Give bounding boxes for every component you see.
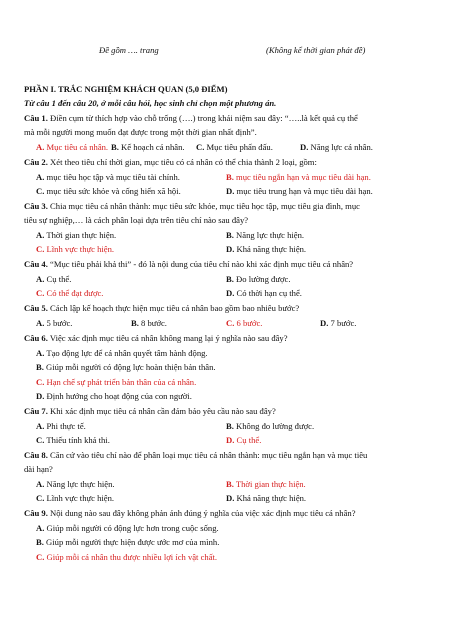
question-8: Câu 8. Căn cứ vào tiêu chí nào để phân loại mục tiêu cá nhân thành: mục tiêu ngắn hạn và mục tiêu [24, 450, 368, 460]
question-9: Câu 9. Nội dung nào sau đây không phản ánh đúng ý nghĩa của việc xác định mục tiêu cá nhân? [24, 508, 356, 518]
option-1b: B. Kế hoạch cá nhân. [111, 142, 185, 152]
time-note: (Không kể thời gian phát đề) [266, 45, 366, 55]
question-number: Câu 1. [24, 113, 48, 123]
question-5: Câu 5. Cách lập kế hoạch thực hiện mục tiêu cá nhân bao gồm bao nhiêu bước? [24, 303, 300, 313]
option-4d: D. Có thời hạn cụ thể. [226, 288, 302, 298]
option-9c: C. Giúp mỗi cá nhân thu được nhiều lợi ích vật chất. [36, 552, 218, 562]
question-8-cont: dài hạn? [24, 464, 53, 474]
section-instruction: Từ câu 1 đến câu 20, ở mỗi câu hỏi, học sinh chỉ chọn một phương án. [24, 98, 277, 108]
question-1-cont: mà mỗi người mong muốn đạt được trong một thời gian nhất định”. [24, 127, 257, 137]
option-7b: B. Không đo lường được. [226, 421, 315, 431]
option-7a: A. Phi thực tế. [36, 421, 86, 431]
option-9a: A. Giúp mỗi người có động lực hơn trong cuộc sống. [36, 523, 219, 533]
option-6a: A. Tạo động lực để cá nhân quyết tâm hành động. [36, 348, 208, 358]
page-count-note: Đề gồm …. trang [99, 45, 159, 55]
option-5d: D. 7 bước. [320, 318, 357, 328]
option-7c: C. Thiếu tính khả thi. [36, 435, 110, 445]
question-7: Câu 7. Khi xác định mục tiêu cá nhân cần đảm bảo yêu cầu nào sau đây? [24, 406, 276, 416]
option-2a: A. mục tiêu học tập và mục tiêu tài chính. [36, 172, 180, 182]
section-title: PHẦN I. TRẮC NGHIỆM KHÁCH QUAN (5,0 ĐIỂM) [24, 84, 228, 94]
question-3: Câu 3. Chia mục tiêu cá nhân thành: mục tiêu sức khỏe, mục tiêu học tập, mục tiêu gia đình, mục [24, 201, 360, 211]
question-4: Câu 4. “Mục tiêu phải khả thi” - đó là nội dung của tiêu chí nào khi xác định mục tiêu cá nhân? [24, 259, 354, 269]
question-2: Câu 2. Xét theo tiêu chí thời gian, mục tiêu có cá nhân có thể chia thành 2 loại, gồm: [24, 157, 317, 167]
option-2b: B. mục tiêu ngắn hạn và mục tiêu dài hạn. [226, 172, 371, 182]
option-9b: B. Giúp mỗi người thực hiện được ước mơ của mình. [36, 537, 220, 547]
option-8d: D. Khả năng thực hiện. [226, 493, 307, 503]
option-3c: C. Lĩnh vực thực hiện. [36, 244, 115, 254]
option-1a: A. Mục tiêu cá nhân. [36, 142, 109, 152]
question-3-cont: tiêu sự nghiệp,… là cách phân loại dựa trên tiêu chí nào sau đây? [24, 215, 249, 225]
option-2d: D. mục tiêu trung hạn và mục tiêu dài hạn. [226, 186, 373, 196]
question-1 [24, 113, 358, 124]
option-1c: C. Mục tiêu phấn đấu. [196, 142, 273, 152]
question-text: Điền cụm từ thích hợp vào chỗ trống (….) trong khái niệm sau đây: “…..là kết quả cụ thể [50, 113, 358, 123]
question-6: Câu 6. Việc xác định mục tiêu cá nhân không mang lại ý nghĩa nào sau đây? [24, 333, 288, 343]
option-6c: C. Hạn chế sự phát triển bản thân của cá nhân. [36, 377, 197, 387]
option-4c: C. Có thể đạt được. [36, 288, 104, 298]
option-7d: D. Cụ thể. [226, 435, 262, 445]
option-8b: B. Thời gian thực hiện. [226, 479, 306, 489]
option-5c: C. 6 bước. [226, 318, 263, 328]
option-5b: B. 8 bước. [131, 318, 167, 328]
option-2c: C. mục tiêu sức khỏe và cống hiến xã hội. [36, 186, 181, 196]
option-4b: B. Đo lường được. [226, 274, 291, 284]
option-3b: B. Năng lực thực hiện. [226, 230, 305, 240]
option-5a: A. 5 bước. [36, 318, 73, 328]
option-8c: C. Lĩnh vực thực hiện. [36, 493, 115, 503]
option-6d: D. Định hướng cho hoạt động của con người. [36, 391, 192, 401]
option-3a: A. Thời gian thực hiện. [36, 230, 117, 240]
option-3d: D. Khả năng thực hiện. [226, 244, 307, 254]
option-4a: A. Cụ thể. [36, 274, 72, 284]
option-6b: B. Giúp mỗi người có động lực hoàn thiện bản thân. [36, 362, 216, 372]
option-8a: A. Năng lực thực hiện. [36, 479, 115, 489]
option-1d: D. Năng lực cá nhân. [300, 142, 373, 152]
